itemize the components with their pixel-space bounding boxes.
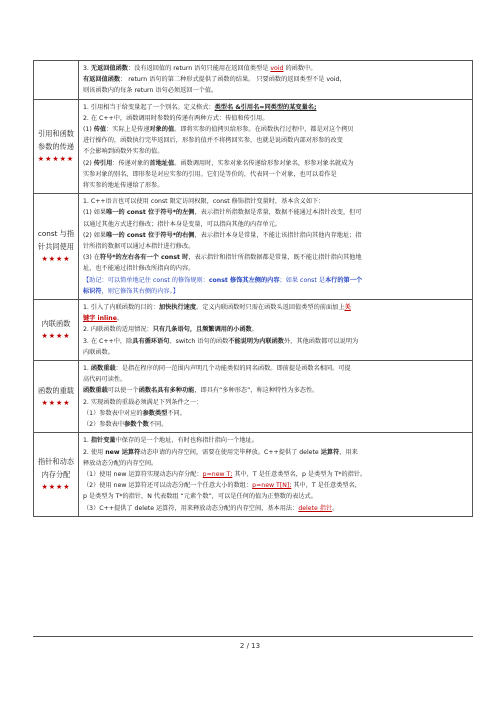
text-run: 参数类型 (142, 409, 168, 417)
text-run: 。 (332, 504, 339, 512)
section-title: 引用和函数参数的传递 (38, 128, 74, 151)
text-run: 将实参的地址传递给了形参。 (83, 182, 164, 190)
text-run: ，即具有 (194, 387, 220, 395)
text-run: 其中，T 是任意类型名，p 是类型为 T*的指针。 (232, 470, 367, 478)
text-run: 不能说明为内联函数 (228, 337, 284, 345)
text-run: void (270, 65, 284, 72)
text-run: 。 (251, 326, 258, 334)
page-number: 2 / 13 (239, 642, 261, 650)
text-run: ，则它修饰其右侧的内容。】 (101, 287, 179, 295)
text-run: 首地址值 (149, 159, 175, 167)
text-run: 传引用 (93, 159, 113, 167)
text-run: 2. 在 C++中，函数调用时参数的传递有两种方式：传值和传引用。 (83, 114, 269, 122)
importance-stars: ★★★★★ (37, 154, 75, 163)
section-title: 内联函数 (41, 319, 71, 329)
content-line (83, 336, 468, 347)
section-title: const 与指针共同使用 (37, 229, 75, 252)
text-run: (1) (83, 126, 94, 134)
section-content-cell (79, 194, 473, 300)
section-content-cell (79, 300, 473, 361)
content-line (83, 491, 468, 502)
text-run: 【助记：可以简单地记住 const 的修饰规则： (83, 276, 209, 284)
text-run: 具有循环语句 (132, 337, 170, 345)
content-line (83, 397, 468, 408)
content-line (83, 102, 468, 113)
importance-stars: ★★★★ (41, 398, 71, 407)
footer-divider (33, 636, 473, 637)
content-line (83, 169, 468, 180)
text-run: （1）使用 new 运算符实现动态内存分配： (83, 470, 203, 478)
text-run: 1. 引用相当于给变量起了一个别名。定义格式： (83, 103, 215, 111)
document-page (33, 60, 473, 517)
section-title-cell (34, 300, 79, 361)
text-run: 函数名具有多种功能 (138, 387, 195, 395)
text-run: ：实际上是传递 (106, 126, 150, 134)
content-line (83, 241, 468, 252)
text-run: ，称这种特性为多态性。 (250, 387, 319, 395)
text-run: (1) 如果 (83, 209, 107, 217)
text-run: （2）参数表中 (83, 421, 125, 429)
text-run: p=new T; (202, 470, 233, 478)
content-line (83, 135, 468, 146)
section-title-cell (34, 433, 79, 516)
text-run: 。即将实参的值拷贝给形参。在函数执行过程中，都是对这个拷贝 (174, 126, 354, 134)
text-run: 高代码可读性。 (83, 376, 127, 384)
text-run: (2) (83, 159, 94, 167)
section-title-cell (34, 361, 79, 433)
content-line (83, 180, 468, 191)
text-run: 动态申请的内存空间，需要在使用完毕释放。C++提供了 delete (140, 448, 321, 456)
text-run: 不同。 (148, 421, 168, 429)
content-line (83, 469, 468, 480)
text-run: 无返回值函数 (90, 65, 128, 72)
table-row (34, 361, 473, 433)
text-run: 实参对象的别名，即形参是对应实参的引用。它们是等价的，代表同一个对象，也可以看作是 (83, 170, 337, 178)
table-row (34, 99, 473, 194)
content-line (83, 230, 468, 241)
importance-stars: ★★★★ (41, 332, 71, 341)
text-run: （3）C++提供了 delete 运算符，用来释放动态分配的内存空间，基本用法： (83, 504, 299, 512)
content-line (83, 302, 468, 313)
text-run: 的函数中。 (283, 65, 317, 72)
text-run: “多种形态” (219, 387, 251, 395)
text-run: 对象的值 (149, 126, 175, 134)
content-line (83, 363, 468, 374)
text-run: 键字 inline (83, 315, 117, 323)
text-run: 传值 (93, 126, 107, 134)
text-run: p=new T[N]; (252, 482, 292, 490)
text-run: ：传递对象的 (112, 159, 150, 167)
text-run: 2. 内联函数的适用情况： (83, 326, 153, 334)
text-run: 针所指的数据可以通过本指针进行修改。 (83, 243, 195, 251)
content-line (83, 196, 468, 207)
importance-stars: ★★★★ (41, 483, 71, 491)
content-line (83, 85, 468, 96)
content-line (83, 63, 468, 74)
text-run: 参数个数 (124, 421, 149, 429)
section-title: 指针和动态内存分配 (38, 457, 74, 479)
text-run: ：没有返回值的 return 语句只能用在返回值类型是 (128, 65, 271, 72)
content-line (83, 263, 468, 274)
content-line (83, 252, 468, 263)
section-title: 函数的重载 (38, 385, 74, 395)
text-run: 则该函数内的每条 return 语句必须返回一个值。 (83, 87, 218, 95)
section-title-cell (34, 194, 79, 300)
content-line (83, 275, 468, 286)
text-run: 类型名 &引用名=同类型的某变量名; (214, 103, 317, 111)
text-run: delete 指针 (298, 504, 333, 512)
content-line (83, 419, 468, 430)
text-run: 符号*的左右各有一个 const 时 (99, 254, 189, 262)
text-run: （1）参数表中对应的 (83, 409, 143, 417)
text-run: 加快执行速度 (158, 304, 197, 312)
section-content-cell (79, 361, 473, 433)
text-run: 址，也不能通过指针修改所指向的内容。 (83, 265, 195, 273)
text-run: 3. (83, 65, 91, 72)
content-line (83, 435, 468, 446)
text-run: 1. 引入了内联函数的目的： (83, 304, 159, 312)
content-line (83, 74, 468, 85)
text-run: 有返回值函数 (83, 76, 121, 84)
text-run: （2）使用 new 运算符还可以动态分配一个任意大小的数组： (83, 482, 253, 490)
text-run: 函数重载 (90, 365, 116, 373)
content-line (83, 385, 468, 396)
content-line (83, 408, 468, 419)
text-run: 可以使一个 (107, 387, 139, 395)
content-line (83, 480, 468, 491)
text-run: 不会影响到函数外实参的值。 (83, 148, 164, 156)
text-run: 标识符 (83, 287, 102, 295)
text-run: 唯一的 const 位于符号*的右侧 (106, 231, 195, 239)
text-run: 以通过其他方式进行修改；指针本身是变量，可以指向其他的内存单元。 (83, 220, 281, 228)
text-run: 1. (83, 437, 91, 445)
content-line (83, 113, 468, 124)
table-row (34, 300, 473, 361)
content-line (83, 146, 468, 157)
table-row (34, 61, 473, 100)
content-line (83, 374, 468, 385)
text-run: 内联函数。 (83, 348, 114, 356)
text-run: ，表示指针本身是常量，不能让该指针指向其他内存地址；指 (194, 231, 362, 239)
content-line (83, 347, 468, 358)
text-run: 进行操作的，函数执行完毕返回后，形参的值并不将拷回实参，也就是说函数内部对形参的改变 (83, 137, 343, 145)
text-run: ，表示指针和指针所指数据都是常量，既不能让指针指向其他地 (188, 254, 362, 262)
text-run: 2. 实现函数的重载必须满足下列条件之一： (83, 398, 203, 406)
text-run: const 修饰其左侧的内容 (208, 276, 280, 284)
text-run: 其中，T 是任意类型名， (291, 482, 361, 490)
text-run: 唯一的 const 位于符号*的左侧 (106, 209, 195, 217)
section-content-cell (79, 433, 473, 516)
section-content-cell (79, 61, 473, 100)
content-line (83, 324, 468, 335)
content-line (83, 447, 468, 458)
content-line (83, 286, 468, 297)
text-run: (3) 在 (83, 254, 100, 262)
text-run: 1. C++语言也可以使用 const 限定访问权限，const 修饰指针变量时，基本含义如下： (83, 198, 325, 206)
text-run: 只有几条语句，且频繁调用的小函数 (152, 326, 252, 334)
text-run: 。 (116, 315, 124, 323)
text-run: ，表示指针所指数据是常量，数据不能通过本指针改变，但可 (194, 209, 362, 217)
table-row (34, 433, 473, 516)
text-run: (2) 如果 (83, 231, 107, 239)
text-run: 函数重载 (83, 387, 108, 395)
importance-stars: ★★★★ (41, 255, 71, 264)
text-run: ；如果 const 是 (279, 276, 325, 284)
text-run: ，用来 (339, 448, 358, 456)
text-run: ： return 语句的第二种形式提供了函数的结果。 只要函数的返回类型不是 void， (120, 76, 346, 84)
notes-table (33, 60, 473, 517)
content-line (83, 207, 468, 218)
text-run: 、switch 语句的函数 (169, 337, 229, 345)
content-line (83, 219, 468, 230)
text-run: ：是指在程序的同一范围内声明几个功能类似的同名函数。即前提是函数名相同。可提 (115, 365, 351, 373)
text-run: 。定义内联函数时只需在函数头返回值类型的前面加上 (196, 304, 345, 312)
section-content-cell (79, 99, 473, 194)
text-run: p 是类型为 T*的指针，N 代表数组 “元素个数”，可以是任何的值为正整数的表达式。 (83, 493, 317, 501)
content-line (83, 158, 468, 169)
table-row (34, 194, 473, 300)
section-title-cell (34, 99, 79, 194)
text-run: 外，其他函数都可以说明为 (283, 337, 359, 345)
text-run: 释放动态分配的内存空间。 (83, 459, 158, 467)
text-run: new 运算符 (105, 448, 141, 456)
text-run: 不同。 (167, 409, 186, 417)
content-line (83, 458, 468, 469)
text-run: 运算符 (320, 448, 340, 456)
content-line (83, 313, 468, 324)
text-run: 1. (83, 365, 91, 373)
text-run: 中保存的是一个地址，有时也称指针指向一个地址。 (115, 437, 258, 445)
section-title-cell (34, 61, 79, 100)
text-run: 。函数调用时，实参对象名传递给形参对象名，形参对象名就成为 (174, 159, 354, 167)
text-run: 关 (344, 304, 351, 312)
text-run: 本行的第一个 (324, 276, 363, 284)
text-run: 指针变量 (90, 437, 116, 445)
content-line (83, 503, 468, 514)
content-line (83, 124, 468, 135)
text-run: 3. 在 C++中，除 (83, 337, 133, 345)
text-run: 2. 使用 (83, 448, 106, 456)
